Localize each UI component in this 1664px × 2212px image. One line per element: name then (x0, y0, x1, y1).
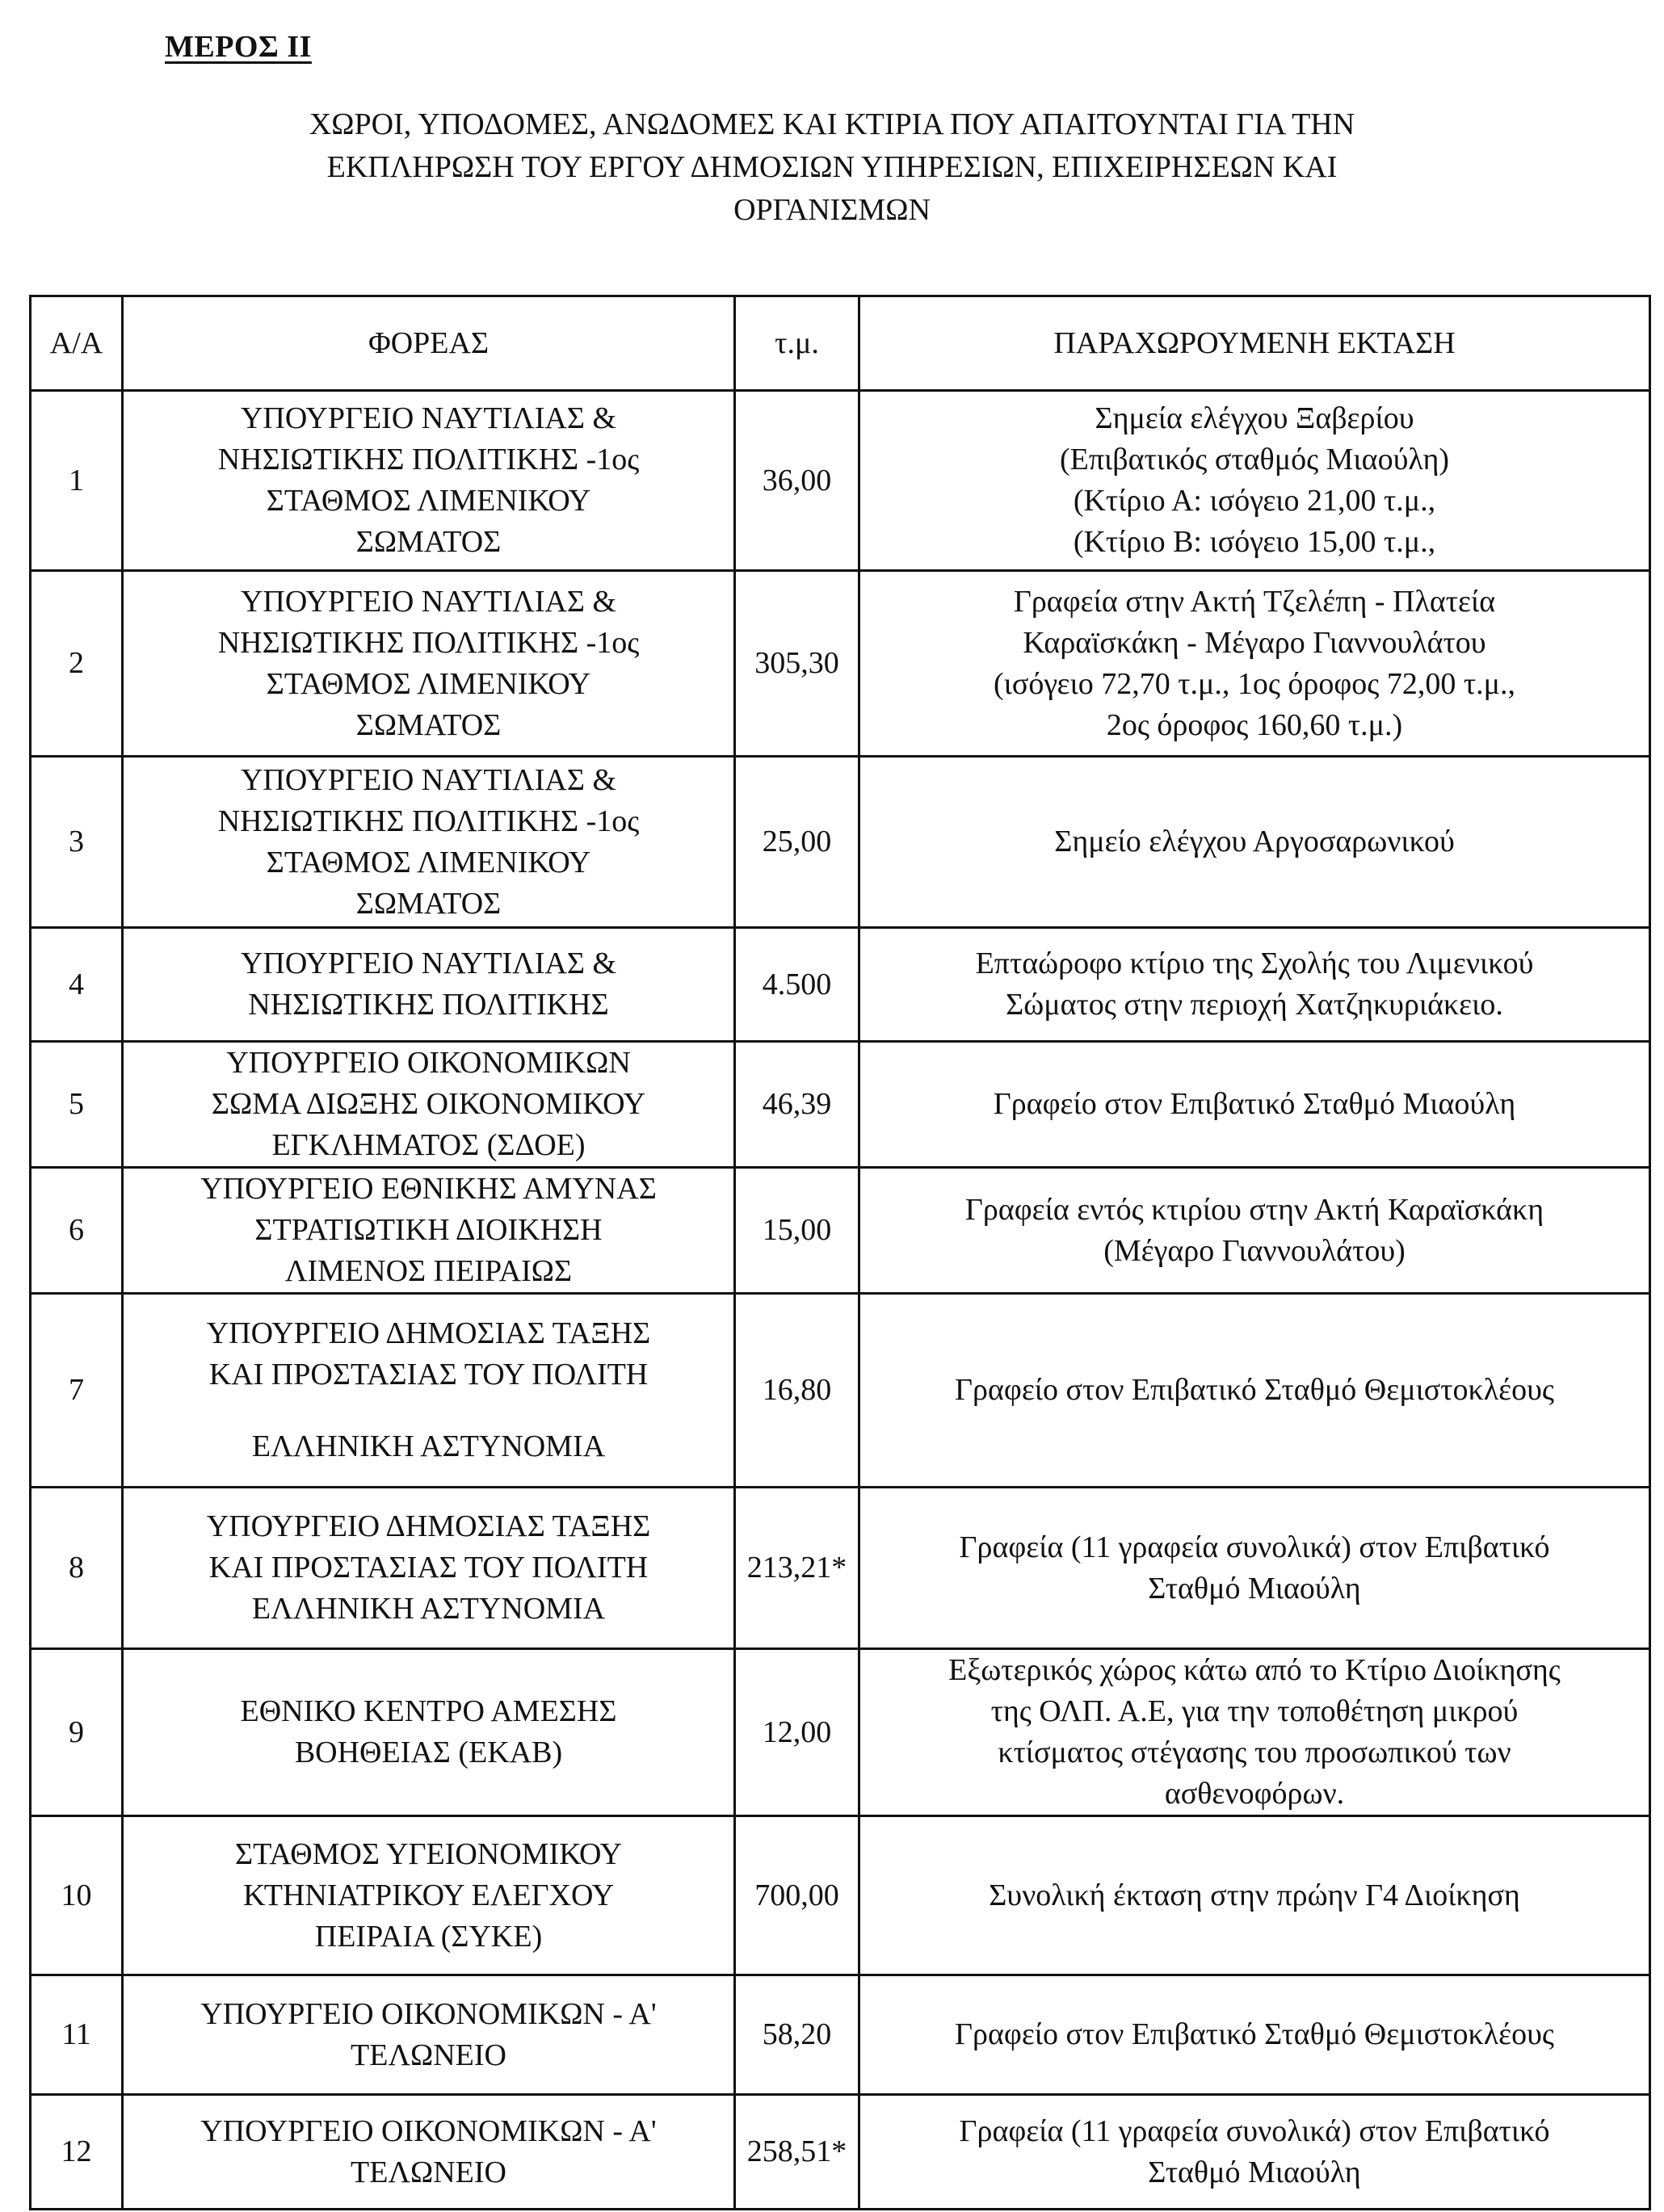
description-line: Εξωτερικός χώρος κάτω από το Κτίριο Διοίκησης (948, 1653, 1561, 1687)
cell-foreas (123, 391, 735, 571)
cell-aa: 8 (31, 1488, 123, 1649)
cell-description (859, 2095, 1650, 2210)
table-row (31, 1168, 1650, 1294)
foreas-line: ΠΕΙΡΑΙΑ (ΣΥΚΕ) (314, 1919, 543, 1954)
foreas-line: ΝΗΣΙΩΤΙΚΗΣ ΠΟΛΙΤΙΚΗΣ (248, 988, 609, 1022)
cell-area-sqm: 36,00 (735, 391, 859, 571)
foreas-line: ΒΟΗΘΕΙΑΣ (ΕΚΑΒ) (294, 1736, 563, 1769)
description-line: ασθενοφόρων. (1164, 1777, 1345, 1811)
cell-area-sqm: 16,80 (735, 1294, 859, 1488)
foreas-line: ΥΠΟΥΡΓΕΙΟ ΟΙΚΟΝΟΜΙΚΩΝ - Α' (200, 2113, 657, 2148)
foreas-line: ΥΠΟΥΡΓΕΙΟ ΟΙΚΟΝΟΜΙΚΩΝ (226, 1046, 631, 1080)
foreas-line: ΣΤΑΘΜΟΣ ΛΙΜΕΝΙΚΟΥ (266, 845, 591, 879)
header-aa: Α/Α (31, 296, 123, 391)
description-line: Γραφεία (11 γραφεία συνολικά) στον Επιβατικό (959, 1530, 1550, 1564)
cell-description (859, 1294, 1650, 1488)
table-row (31, 571, 1650, 757)
foreas-line: ΕΓΚΛΗΜΑΤΟΣ (ΣΔΟΕ) (271, 1128, 586, 1162)
cell-description (859, 571, 1650, 757)
heading-line: ΕΚΠΛΗΡΩΣΗ ΤΟΥ ΕΡΓΟΥ ΔΗΜΟΣΙΩΝ ΥΠΗΡΕΣΙΩΝ, ΕΠΙΧΕΙΡΗΣΕΩΝ ΚΑΙ (326, 150, 1338, 184)
header-foreas: ΦΟΡΕΑΣ (123, 296, 735, 391)
foreas-line: ΥΠΟΥΡΓΕΙΟ ΔΗΜΟΣΙΑΣ ΤΑΞΗΣ (206, 1509, 651, 1543)
foreas-line: ΕΛΛΗΝΙΚΗ ΑΣΤΥΝΟΜΙΑ (251, 1592, 606, 1626)
description-line: Σταθμό Μιαούλη (1148, 1571, 1361, 1605)
table-row (31, 1488, 1650, 1649)
cell-foreas (123, 2095, 735, 2210)
cell-description (859, 1649, 1650, 1816)
foreas-line: ΚΑΙ ΠΡΟΣΤΑΣΙΑΣ ΤΟΥ ΠΟΛΙΤΗ (208, 1551, 649, 1584)
foreas-line: ΝΗΣΙΩΤΙΚΗΣ ΠΟΛΙΤΙΚΗΣ -1ος (217, 804, 640, 838)
document-heading (121, 103, 1543, 232)
foreas-line: ΕΛΛΗΝΙΚΗ ΑΣΤΥΝΟΜΙΑ (251, 1429, 606, 1463)
cell-foreas (123, 757, 735, 928)
description-line: της ΟΛΠ. Α.Ε, για την τοποθέτηση μικρού (990, 1694, 1519, 1728)
cell-aa: 11 (31, 1975, 123, 2095)
description-line: Γραφεία στην Ακτή Τζελέπη - Πλατεία (1013, 584, 1496, 619)
foreas-line: ΥΠΟΥΡΓΕΙΟ ΝΑΥΤΙΛΙΑΣ & (240, 401, 617, 435)
foreas-line: ΣΩΜΑ ΔΙΩΞΗΣ ΟΙΚΟΝΟΜΙΚΟΥ (211, 1087, 646, 1121)
foreas-line: ΥΠΟΥΡΓΕΙΟ ΟΙΚΟΝΟΜΙΚΩΝ - Α' (200, 1996, 657, 2031)
cell-aa: 10 (31, 1816, 123, 1975)
foreas-line: ΥΠΟΥΡΓΕΙΟ ΝΑΥΤΙΛΙΑΣ & (240, 584, 617, 619)
description-line: (Μέγαρο Γιαννουλάτου) (1103, 1233, 1406, 1268)
cell-foreas (123, 928, 735, 1042)
cell-description (859, 1168, 1650, 1294)
description-line: 2ος όροφος 160,60 τ.μ.) (1106, 707, 1403, 742)
foreas-line: ΝΗΣΙΩΤΙΚΗΣ ΠΟΛΙΤΙΚΗΣ -1ος (217, 625, 640, 660)
cell-description (859, 1042, 1650, 1168)
foreas-line: ΣΩΜΑΤΟΣ (355, 525, 502, 559)
cell-aa: 4 (31, 928, 123, 1042)
cell-aa: 2 (31, 571, 123, 757)
description-line: Γραφείο στον Επιβατικό Σταθμό Θεμιστοκλέους (955, 1373, 1554, 1407)
foreas-line: ΚΤΗΝΙΑΤΡΙΚΟΥ ΕΛΕΓΧΟΥ (242, 1878, 615, 1912)
cell-description (859, 1488, 1650, 1649)
cell-area-sqm: 25,00 (735, 757, 859, 928)
cell-aa: 6 (31, 1168, 123, 1294)
description-line: Σημείο ελέγχου Αργοσαρωνικού (1054, 825, 1455, 858)
cell-description (859, 1816, 1650, 1975)
foreas-line: ΥΠΟΥΡΓΕΙΟ ΕΘΝΙΚΗΣ ΑΜΥΝΑΣ (200, 1172, 657, 1206)
foreas-line: ΥΠΟΥΡΓΕΙΟ ΝΑΥΤΙΛΙΑΣ & (240, 947, 617, 980)
heading-line: ΧΩΡΟΙ, ΥΠΟΔΟΜΕΣ, ΑΝΩΔΟΜΕΣ ΚΑΙ ΚΤΙΡΙΑ ΠΟΥ ΑΠΑΙΤΟΥΝΤΑΙ ΓΙΑ ΤΗΝ (309, 107, 1355, 141)
table-row (31, 391, 1650, 571)
table-row (31, 1816, 1650, 1975)
table-header-row (31, 296, 1650, 391)
foreas-line: ΣΩΜΑΤΟΣ (355, 707, 502, 742)
description-line: (Κτίριο Α: ισόγειο 21,00 τ.μ., (1073, 484, 1436, 518)
description-line: Καραϊσκάκη - Μέγαρο Γιαννουλάτου (1023, 625, 1486, 660)
table-row (31, 1294, 1650, 1488)
foreas-line (124, 1396, 733, 1426)
cell-foreas (123, 1488, 735, 1649)
cell-area-sqm: 58,20 (735, 1975, 859, 2095)
cell-description (859, 1975, 1650, 2095)
heading-line: ΟΡΓΑΝΙΣΜΩΝ (733, 193, 931, 227)
table-row (31, 757, 1650, 928)
cell-foreas (123, 571, 735, 757)
cell-aa: 1 (31, 391, 123, 571)
description-line: Σταθμό Μιαούλη (1148, 2155, 1361, 2189)
allocation-table (29, 295, 1651, 2210)
cell-foreas (123, 1294, 735, 1488)
cell-area-sqm: 46,39 (735, 1042, 859, 1168)
cell-area-sqm: 12,00 (735, 1649, 859, 1816)
cell-foreas (123, 1168, 735, 1294)
cell-foreas (123, 1649, 735, 1816)
header-description: ΠΑΡΑΧΩΡΟΥΜΕΝΗ ΕΚΤΑΣΗ (859, 296, 1650, 391)
description-line: (ισόγειο 72,70 τ.μ., 1ος όροφος 72,00 τ.μ., (994, 666, 1515, 701)
cell-description (859, 391, 1650, 571)
description-line: (Επιβατικός σταθμός Μιαούλη) (1059, 443, 1449, 476)
cell-foreas (123, 1042, 735, 1168)
foreas-line: ΕΘΝΙΚΟ ΚΕΝΤΡΟ ΑΜΕΣΗΣ (240, 1694, 617, 1728)
foreas-line: ΣΤΑΘΜΟΣ ΥΓΕΙΟΝΟΜΙΚΟΥ (235, 1836, 622, 1871)
foreas-line: ΣΤΑΘΜΟΣ ΛΙΜΕΝΙΚΟΥ (266, 666, 591, 701)
foreas-line: ΝΗΣΙΩΤΙΚΗΣ ΠΟΛΙΤΙΚΗΣ -1ος (217, 443, 640, 476)
cell-aa: 3 (31, 757, 123, 928)
cell-area-sqm: 213,21* (735, 1488, 859, 1649)
foreas-line: ΥΠΟΥΡΓΕΙΟ ΝΑΥΤΙΛΙΑΣ & (240, 762, 617, 797)
foreas-line: ΥΠΟΥΡΓΕΙΟ ΔΗΜΟΣΙΑΣ ΤΑΞΗΣ (206, 1316, 651, 1350)
foreas-line: ΣΤΡΑΤΙΩΤΙΚΗ ΔΙΟΙΚΗΣΗ (254, 1213, 603, 1247)
description-line: Επταώροφο κτίριο της Σχολής του Λιμενικού (975, 947, 1534, 980)
description-line: (Κτίριο Β: ισόγειο 15,00 τ.μ., (1073, 525, 1436, 559)
description-line: Σημεία ελέγχου Ξαβερίου (1095, 401, 1414, 435)
cell-area-sqm: 700,00 (735, 1816, 859, 1975)
cell-foreas (123, 1816, 735, 1975)
table-body (31, 391, 1650, 2210)
table-row (31, 1649, 1650, 1816)
header-tm: τ.μ. (735, 296, 859, 391)
foreas-line: ΣΤΑΘΜΟΣ ΛΙΜΕΝΙΚΟΥ (266, 484, 591, 518)
part-title: ΜΕΡΟΣ ΙΙ (165, 30, 312, 64)
cell-aa: 5 (31, 1042, 123, 1168)
cell-aa: 9 (31, 1649, 123, 1816)
foreas-line: ΣΩΜΑΤΟΣ (355, 886, 502, 921)
table-row (31, 1975, 1650, 2095)
foreas-line: ΚΑΙ ΠΡΟΣΤΑΣΙΑΣ ΤΟΥ ΠΟΛΙΤΗ (208, 1358, 649, 1391)
cell-area-sqm: 258,51* (735, 2095, 859, 2210)
table-row (31, 928, 1650, 1042)
description-line: Γραφείο στον Επιβατικό Σταθμό Θεμιστοκλέους (955, 2017, 1554, 2051)
description-line: Συνολική έκταση στην πρώην Γ4 Διοίκηση (989, 1878, 1520, 1912)
table-row (31, 1042, 1650, 1168)
description-line: κτίσματος στέγασης του προσωπικού των (998, 1736, 1511, 1769)
cell-area-sqm: 305,30 (735, 571, 859, 757)
cell-area-sqm: 15,00 (735, 1168, 859, 1294)
cell-foreas (123, 1975, 735, 2095)
table-row (31, 2095, 1650, 2210)
description-line: Γραφείο στον Επιβατικό Σταθμό Μιαούλη (993, 1087, 1516, 1121)
cell-description (859, 928, 1650, 1042)
foreas-line: ΛΙΜΕΝΟΣ ΠΕΙΡΑΙΩΣ (284, 1254, 573, 1288)
cell-description (859, 757, 1650, 928)
description-line: Γραφεία εντός κτιρίου στην Ακτή Καραϊσκάκη (964, 1192, 1544, 1227)
cell-aa: 12 (31, 2095, 123, 2210)
description-line: Σώματος στην περιοχή Χατζηκυριάκειο. (1006, 988, 1503, 1022)
cell-area-sqm: 4.500 (735, 928, 859, 1042)
foreas-line: ΤΕΛΩΝΕΙΟ (351, 2155, 506, 2189)
description-line: Γραφεία (11 γραφεία συνολικά) στον Επιβατικό (959, 2113, 1550, 2148)
foreas-line: ΤΕΛΩΝΕΙΟ (351, 2038, 506, 2072)
cell-aa: 7 (31, 1294, 123, 1488)
